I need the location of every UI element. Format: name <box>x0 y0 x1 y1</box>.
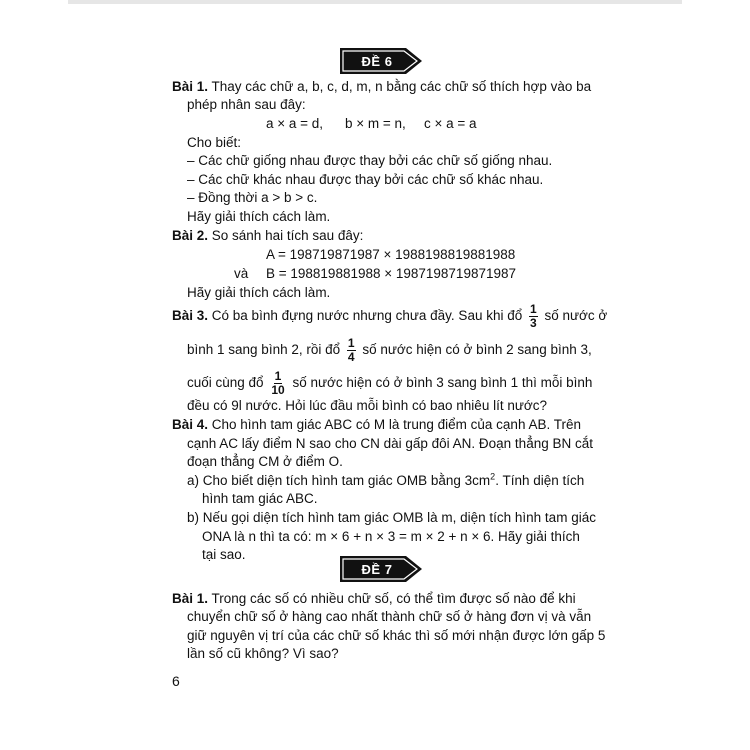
de6-badge <box>340 48 422 74</box>
bai4-a-line1 <box>187 472 584 490</box>
bai3-line3 <box>187 370 592 397</box>
bai3-line1 <box>172 303 607 330</box>
bai2-line1 <box>172 227 363 245</box>
bai2-text1: So sánh hai tích sau đây: <box>208 228 364 243</box>
bai4-label: Bài 4. <box>172 417 209 432</box>
bai1-rule3: – Đồng thời a > b > c. <box>187 190 318 205</box>
de7-bai1-line3: giữ nguyên vị trí của các chữ số khác thì số mới nhận được lớn gấp 5 <box>187 628 606 643</box>
bai1-rule2: – Các chữ khác nhau được thay bởi các chữ số khác nhau. <box>187 172 544 187</box>
bai4-a-line2: hình tam giác ABC. <box>202 491 318 506</box>
bai1-text1: Thay các chữ a, b, c, d, m, n bằng các chữ số thích hợp vào ba <box>208 79 592 94</box>
fraction-one-tenth <box>270 370 285 397</box>
bai4-a-end: . Tính diện tích <box>495 473 585 488</box>
bai4-line1 <box>172 416 581 434</box>
bai4-text1: Cho hình tam giác ABC có M là trung điểm của cạnh AB. Trên <box>208 417 581 432</box>
bai3-text3b: số nước hiện có ở bình 3 sang bình 1 thì mỗi bình <box>292 375 593 391</box>
frac3-num: 1 <box>274 369 282 383</box>
bai1-eq3: c × a = a <box>424 116 477 131</box>
bai4-line3: đoạn thẳng CM ở điểm O. <box>187 454 343 469</box>
de7-label: ĐỀ 7 <box>361 561 393 577</box>
bai1-rule1: – Các chữ giống nhau được thay bởi các chữ số giống nhau. <box>187 153 553 168</box>
bai2-label: Bài 2. <box>172 228 209 243</box>
bai4-b-line3: tại sao. <box>202 547 246 562</box>
de6-label: ĐỀ 6 <box>361 53 393 69</box>
bai1-explain: Hãy giải thích cách làm. <box>187 209 331 224</box>
bai1-eq2: b × m = n, <box>345 116 406 131</box>
bai2-b-line: B = 198819881988 × 1987198719871987 <box>266 266 517 281</box>
de7-bai1-text1: Trong các số có nhiều chữ số, có thể tìm được số nào để khi <box>208 591 576 606</box>
bai3-text2a: bình 1 sang bình 2, rồi đổ <box>187 342 341 358</box>
frac1-num: 1 <box>530 302 537 316</box>
bai3-text3a: cuối cùng đổ <box>187 375 264 391</box>
bai3-line2 <box>187 337 592 364</box>
bai4-b-line2: ONA là n thì ta có: m × 6 + n × 3 = m × 2 + n × 6. Hãy giải thích <box>202 529 580 544</box>
bai2-a-line: A = 198719871987 × 1988198819881988 <box>266 247 516 262</box>
bai1-eq1: a × a = d, <box>266 116 324 131</box>
bai4-b-line1: b) Nếu gọi diện tích hình tam giác OMB là m, diện tích hình tam giác <box>187 510 596 525</box>
bai3-text1b: số nước ở <box>544 308 608 324</box>
de7-bai1-label: Bài 1. <box>172 591 209 606</box>
de7-badge <box>340 556 422 582</box>
de7-bai1-line2: chuyển chữ số ở hàng cao nhất thành chữ số ở hàng đơn vị và vẫn <box>187 609 592 624</box>
de7-bai1-line1 <box>172 590 576 608</box>
frac2-num: 1 <box>347 336 355 350</box>
bai1-line2: phép nhân sau đây: <box>187 97 306 112</box>
bai4-a-text: a) Cho biết diện tích hình tam giác OMB bằng 3cm <box>187 473 491 488</box>
bai4-a-sup: 2 <box>490 471 496 482</box>
frac1-den: 3 <box>530 316 537 330</box>
bai3-line4: đều có 9l nước. Hỏi lúc đầu mỗi bình có bao nhiêu lít nước? <box>187 398 547 413</box>
page-number: 6 <box>172 673 180 689</box>
bai1-label: Bài 1. <box>172 79 209 94</box>
bai3-text2b: số nước hiện có ở bình 2 sang bình 3, <box>362 342 592 358</box>
fraction-one-quarter <box>347 337 356 364</box>
bai1-line1 <box>172 78 591 96</box>
bai2-and: và <box>234 266 249 281</box>
bai4-line2: cạnh AC lấy điểm N sao cho CN dài gấp đôi AN. Đoạn thẳng BN cắt <box>187 436 593 451</box>
bai3-label: Bài 3. <box>172 308 209 324</box>
bai2-explain: Hãy giải thích cách làm. <box>187 285 331 300</box>
frac3-den: 10 <box>271 383 285 397</box>
bai1-given: Cho biết: <box>187 135 242 150</box>
de7-bai1-line4: lần số cũ không? Vì sao? <box>187 646 339 661</box>
fraction-one-third <box>529 303 538 330</box>
bai3-text1a: Có ba bình đựng nước nhưng chưa đầy. Sau khi đổ <box>208 308 523 324</box>
frac2-den: 4 <box>347 350 355 364</box>
